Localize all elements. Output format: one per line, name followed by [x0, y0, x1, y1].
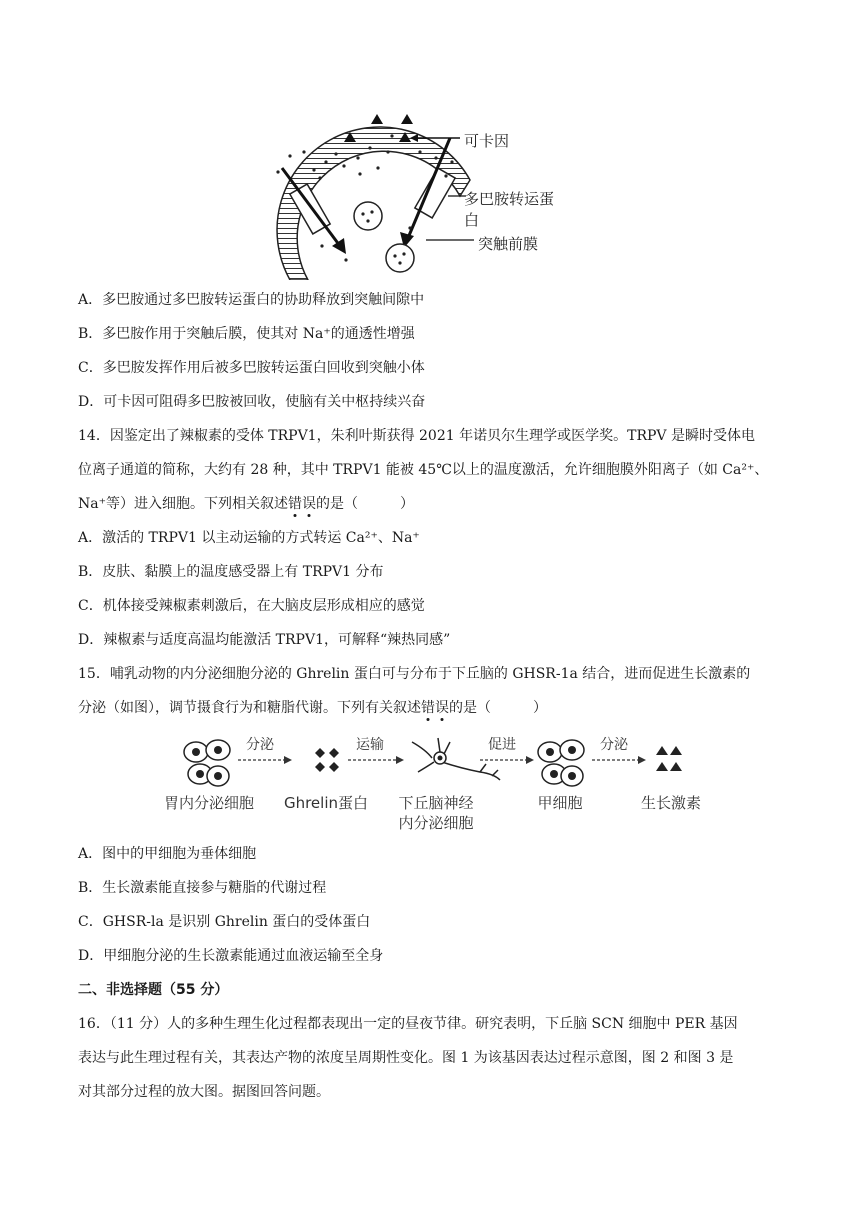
- label-ghrelin: Ghrelin蛋白: [283, 794, 369, 812]
- synapse-figure: [260, 96, 560, 280]
- q15-stem-line-1: 15．哺乳动物的内分泌细胞分泌的 Ghrelin 蛋白可与分布于下丘脑的 GHSR-1a 结合，进而促进生长激素的: [78, 666, 751, 682]
- arrow-label-transport: 运输: [356, 737, 384, 753]
- q15-stem-line-2: [78, 698, 547, 718]
- neuron-icon: [412, 738, 500, 780]
- q14-stem-line-2: 位离子通道的简称，大约有 28 种，其中 TRPV1 能被 45℃以上的温度激活，允许细胞膜外阳离子（如 Ca²⁺、: [78, 462, 769, 478]
- arrow-label-promote: 促进: [488, 737, 516, 753]
- ghrelin-protein-icon: [315, 748, 339, 772]
- label-neuron-line-2: 内分泌细胞: [398, 814, 474, 832]
- q14-emphasis-2: 误: [302, 496, 316, 512]
- q15-stem-text: 分泌（如图），调节摄食行为和糖脂代谢。下列有关叙述: [78, 700, 421, 716]
- ghrelin-pathway-figure: [150, 728, 710, 832]
- label-jia-cell: 甲细胞: [537, 794, 583, 812]
- q13-option-b: B．多巴胺作用于突触后膜，使其对 Na⁺的通透性增强: [78, 326, 415, 342]
- q16-stem-line-3: 对其部分过程的放大图。据图回答问题。: [78, 1084, 330, 1100]
- q15-emphasis-1: 错: [421, 700, 435, 716]
- q15-option-c: C．GHSR-la 是识别 Ghrelin 蛋白的受体蛋白: [78, 914, 371, 930]
- label-neuron-line-1: 下丘脑神经: [398, 794, 474, 812]
- q14-stem-line-1: 14．因鉴定出了辣椒素的受体 TRPV1，朱利叶斯获得 2021 年诺贝尔生理学或医学奖。TRPV 是瞬时受体电: [78, 428, 755, 444]
- label-transporter: 多巴胺转运蛋白: [464, 190, 555, 229]
- q15-option-a: A．图中的甲细胞为垂体细胞: [78, 846, 257, 862]
- q14-stem-line-3: [78, 494, 414, 514]
- label-cocaine: 可卡因: [464, 132, 510, 150]
- label-membrane: 突触前膜: [478, 235, 539, 253]
- growth-hormone-icon: [656, 746, 682, 771]
- q16-stem-line-1: 16．（11 分）人的多种生理生化过程都表现出一定的昼夜节律。研究表明，下丘脑 SCN 细胞中 PER 基因: [78, 1016, 738, 1032]
- q15-option-b: B．生长激素能直接参与糖脂的代谢过程: [78, 880, 327, 896]
- label-growth-hormone: 生长激素: [640, 794, 701, 812]
- q13-option-d: D．可卡因可阻碍多巴胺被回收，使脑有关中枢持续兴奋: [78, 394, 426, 410]
- q14-answer-blank: 的是（ ）: [316, 496, 414, 512]
- q15-answer-blank: 的是（ ）: [449, 700, 547, 716]
- label-gastric-cell: 胃内分泌细胞: [163, 794, 254, 812]
- q13-option-a: A．多巴胺通过多巴胺转运蛋白的协助释放到突触间隙中: [78, 292, 425, 308]
- q13-option-c: C．多巴胺发挥作用后被多巴胺转运蛋白回收到突触小体: [78, 360, 425, 376]
- q14-option-a: A．激活的 TRPV1 以主动运输的方式转运 Ca²⁺、Na⁺: [78, 530, 420, 546]
- arrow-label-secrete-1: 分泌: [246, 737, 274, 753]
- section-title: 二、非选择题（55 分）: [78, 982, 229, 998]
- arrow-label-secrete-2: 分泌: [600, 737, 628, 753]
- pituitary-cells-icon: [538, 740, 584, 786]
- q14-option-b: B．皮肤、黏膜上的温度感受器上有 TRPV1 分布: [78, 564, 384, 580]
- q14-emphasis-1: 错: [288, 496, 302, 512]
- q16-stem-line-2: 表达与此生理过程有关，其表达产物的浓度呈周期性变化。图 1 为该基因表达过程示意图，图 2 和图 3 是: [78, 1050, 734, 1066]
- q15-emphasis-2: 误: [435, 700, 449, 716]
- q15-option-d: D．甲细胞分泌的生长激素能通过血液运输至全身: [78, 948, 384, 964]
- q14-option-c: C．机体接受辣椒素刺激后，在大脑皮层形成相应的感觉: [78, 598, 425, 614]
- q14-stem-text: Na⁺等）进入细胞。下列相关叙述: [78, 496, 288, 512]
- gastric-cells-icon: [184, 740, 230, 786]
- q14-option-d: D．辣椒素与适度高温均能激活 TRPV1，可解释“辣热同感”: [78, 632, 451, 648]
